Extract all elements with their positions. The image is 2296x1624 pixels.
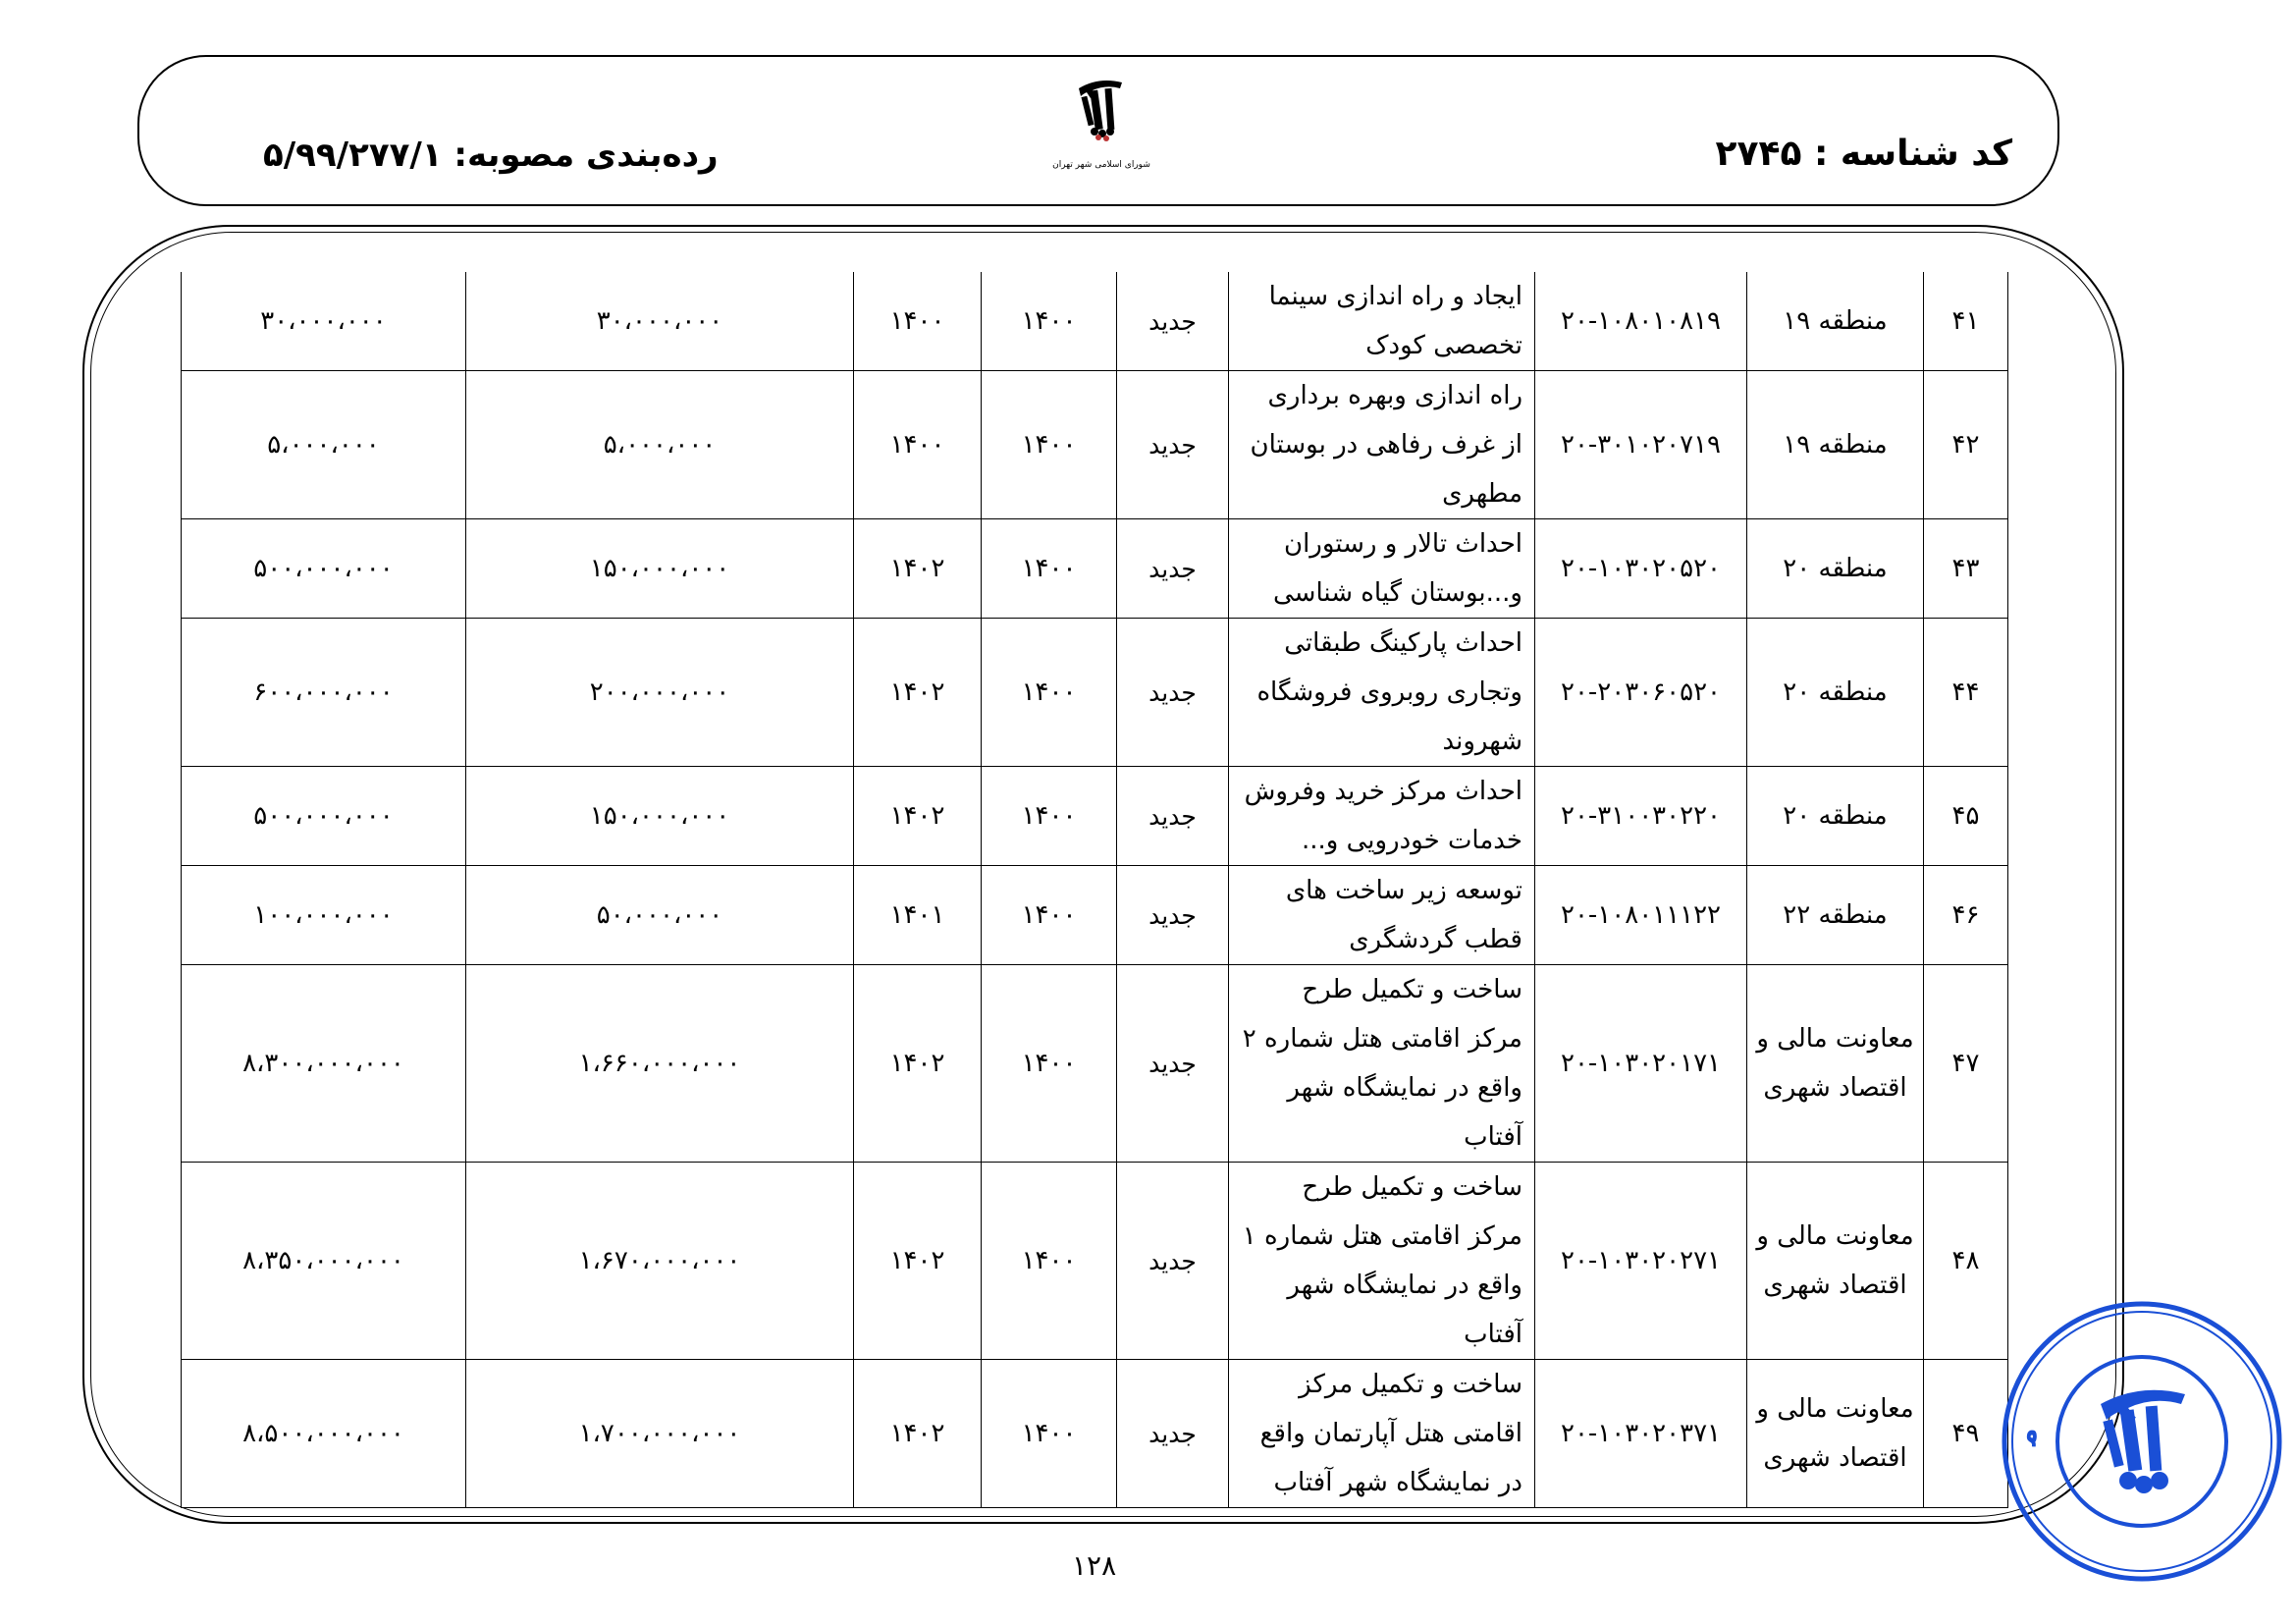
annual-credit-cell: ۱۵۰،۰۰۰،۰۰۰ xyxy=(466,519,854,619)
status-cell: جدید xyxy=(1117,965,1229,1163)
row-number-cell: ۴۹ xyxy=(1924,1360,2008,1508)
row-number-cell: ۴۲ xyxy=(1924,371,2008,519)
status-cell: جدید xyxy=(1117,866,1229,965)
start-year-cell: ۱۴۰۰ xyxy=(982,965,1117,1163)
identifier-code: کد شناسه : ۲۷۴۵ xyxy=(1715,134,2012,174)
total-credit-cell: ۱۰۰،۰۰۰،۰۰۰ xyxy=(182,866,466,965)
start-year-cell: ۱۴۰۰ xyxy=(982,767,1117,866)
end-year-cell: ۱۴۰۰ xyxy=(854,371,982,519)
status-cell: جدید xyxy=(1117,519,1229,619)
status-cell: جدید xyxy=(1117,371,1229,519)
table-row xyxy=(182,371,2008,519)
svg-text:مصوبات شورای اسلامی شهر تهران xyxy=(1995,1294,2044,1447)
project-code-cell: ۲۰-۳۰۱۰۲۰۷۱۹ xyxy=(1535,371,1747,519)
project-description-cell: احداث مرکز خرید وفروش خدمات خودرویی و... xyxy=(1229,767,1535,866)
total-credit-cell: ۵۰۰،۰۰۰،۰۰۰ xyxy=(182,519,466,619)
region-cell: منطقه ۲۲ xyxy=(1747,866,1924,965)
row-number-cell: ۴۱ xyxy=(1924,272,2008,371)
status-cell: جدید xyxy=(1117,767,1229,866)
project-code-cell: ۲۰-۱۰۳۰۲۰۵۲۰ xyxy=(1535,519,1747,619)
project-description-cell: ساخت و تکمیل طرح مرکز اقامتی هتل شماره ۱ واقع در نمایشگاه شهر آفتاب xyxy=(1229,1163,1535,1360)
total-credit-cell: ۸،۵۰۰،۰۰۰،۰۰۰ xyxy=(182,1360,466,1508)
project-code-cell: ۲۰-۱۰۳۰۲۰۲۷۱ xyxy=(1535,1163,1747,1360)
logo-caption: شورای اسلامی شهر تهران xyxy=(1052,160,1150,170)
project-description-cell: راه اندازی وبهره برداری از غرف رفاهی در بوستان مطهری xyxy=(1229,371,1535,519)
region-cell: منطقه ۲۰ xyxy=(1747,519,1924,619)
classification-code: رده‌بندی مصوبه: ۵/۹۹/۲۷۷/۱ xyxy=(263,135,719,175)
table-row xyxy=(182,767,2008,866)
project-code-cell: ۲۰-۱۰۸۰۱۱۱۲۲ xyxy=(1535,866,1747,965)
row-number-cell: ۴۸ xyxy=(1924,1163,2008,1360)
council-logo xyxy=(1028,67,1175,175)
project-code-cell: ۲۰-۳۱۰۰۳۰۲۲۰ xyxy=(1535,767,1747,866)
table-row xyxy=(182,1360,2008,1508)
status-cell: جدید xyxy=(1117,272,1229,371)
project-code-cell: ۲۰-۱۰۳۰۲۰۳۷۱ xyxy=(1535,1360,1747,1508)
total-credit-cell: ۶۰۰،۰۰۰،۰۰۰ xyxy=(182,619,466,767)
table-row xyxy=(182,965,2008,1163)
start-year-cell: ۱۴۰۰ xyxy=(982,519,1117,619)
table-row xyxy=(182,272,2008,371)
annual-credit-cell: ۱،۶۶۰،۰۰۰،۰۰۰ xyxy=(466,965,854,1163)
start-year-cell: ۱۴۰۰ xyxy=(982,619,1117,767)
status-cell: جدید xyxy=(1117,1163,1229,1360)
table-row xyxy=(182,1163,2008,1360)
row-number-cell: ۴۴ xyxy=(1924,619,2008,767)
region-cell: منطقه ۲۰ xyxy=(1747,619,1924,767)
annual-credit-cell: ۳۰،۰۰۰،۰۰۰ xyxy=(466,272,854,371)
region-cell: منطقه ۲۰ xyxy=(1747,767,1924,866)
end-year-cell: ۱۴۰۲ xyxy=(854,1163,982,1360)
table-row xyxy=(182,519,2008,619)
page-number: ۱۲۸ xyxy=(1072,1549,1117,1582)
total-credit-cell: ۸،۳۰۰،۰۰۰،۰۰۰ xyxy=(182,965,466,1163)
status-cell: جدید xyxy=(1117,619,1229,767)
start-year-cell: ۱۴۰۰ xyxy=(982,371,1117,519)
annual-credit-cell: ۱،۶۷۰،۰۰۰،۰۰۰ xyxy=(466,1163,854,1360)
project-description-cell: ساخت و تکمیل مرکز اقامتی هتل آپارتمان واقع در نمایشگاه شهر آفتاب xyxy=(1229,1360,1535,1508)
region-cell: معاونت مالی و اقتصاد شهری xyxy=(1747,1163,1924,1360)
start-year-cell: ۱۴۰۰ xyxy=(982,1163,1117,1360)
start-year-cell: ۱۴۰۰ xyxy=(982,1360,1117,1508)
total-credit-cell: ۳۰،۰۰۰،۰۰۰ xyxy=(182,272,466,371)
council-seal-stamp xyxy=(1995,1294,2289,1589)
project-description-cell: احداث تالار و رستوران و...بوستان گیاه شناسی xyxy=(1229,519,1535,619)
annual-credit-cell: ۱،۷۰۰،۰۰۰،۰۰۰ xyxy=(466,1360,854,1508)
total-credit-cell: ۸،۳۵۰،۰۰۰،۰۰۰ xyxy=(182,1163,466,1360)
end-year-cell: ۱۴۰۰ xyxy=(854,272,982,371)
total-credit-cell: ۵،۰۰۰،۰۰۰ xyxy=(182,371,466,519)
project-description-cell: احداث پارکینگ طبقاتی وتجاری روبروی فروشگاه شهروند xyxy=(1229,619,1535,767)
start-year-cell: ۱۴۰۰ xyxy=(982,272,1117,371)
status-cell: جدید xyxy=(1117,1360,1229,1508)
projects-table xyxy=(181,272,2008,1508)
region-cell: منطقه ۱۹ xyxy=(1747,371,1924,519)
region-cell: معاونت مالی و اقتصاد شهری xyxy=(1747,1360,1924,1508)
annual-credit-cell: ۵۰،۰۰۰،۰۰۰ xyxy=(466,866,854,965)
row-number-cell: ۴۷ xyxy=(1924,965,2008,1163)
end-year-cell: ۱۴۰۲ xyxy=(854,619,982,767)
end-year-cell: ۱۴۰۲ xyxy=(854,965,982,1163)
end-year-cell: ۱۴۰۲ xyxy=(854,767,982,866)
end-year-cell: ۱۴۰۲ xyxy=(854,519,982,619)
project-description-cell: ایجاد و راه اندازی سینما تخصصی کودک xyxy=(1229,272,1535,371)
project-code-cell: ۲۰-۱۰۸۰۱۰۸۱۹ xyxy=(1535,272,1747,371)
table-row xyxy=(182,866,2008,965)
end-year-cell: ۱۴۰۲ xyxy=(854,1360,982,1508)
table-row xyxy=(182,619,2008,767)
row-number-cell: ۴۵ xyxy=(1924,767,2008,866)
start-year-cell: ۱۴۰۰ xyxy=(982,866,1117,965)
project-description-cell: ساخت و تکمیل طرح مرکز اقامتی هتل شماره ۲ واقع در نمایشگاه شهر آفتاب xyxy=(1229,965,1535,1163)
total-credit-cell: ۵۰۰،۰۰۰،۰۰۰ xyxy=(182,767,466,866)
document-header xyxy=(137,55,2059,206)
region-cell: منطقه ۱۹ xyxy=(1747,272,1924,371)
row-number-cell: ۴۳ xyxy=(1924,519,2008,619)
project-code-cell: ۲۰-۱۰۳۰۲۰۱۷۱ xyxy=(1535,965,1747,1163)
annual-credit-cell: ۵،۰۰۰،۰۰۰ xyxy=(466,371,854,519)
region-cell: معاونت مالی و اقتصاد شهری xyxy=(1747,965,1924,1163)
project-description-cell: توسعه زیر ساخت های قطب گردشگری xyxy=(1229,866,1535,965)
row-number-cell: ۴۶ xyxy=(1924,866,2008,965)
annual-credit-cell: ۲۰۰،۰۰۰،۰۰۰ xyxy=(466,619,854,767)
end-year-cell: ۱۴۰۱ xyxy=(854,866,982,965)
stamp-text: م xyxy=(2008,1427,2045,1447)
project-code-cell: ۲۰-۲۰۳۰۶۰۵۲۰ xyxy=(1535,619,1747,767)
annual-credit-cell: ۱۵۰،۰۰۰،۰۰۰ xyxy=(466,767,854,866)
